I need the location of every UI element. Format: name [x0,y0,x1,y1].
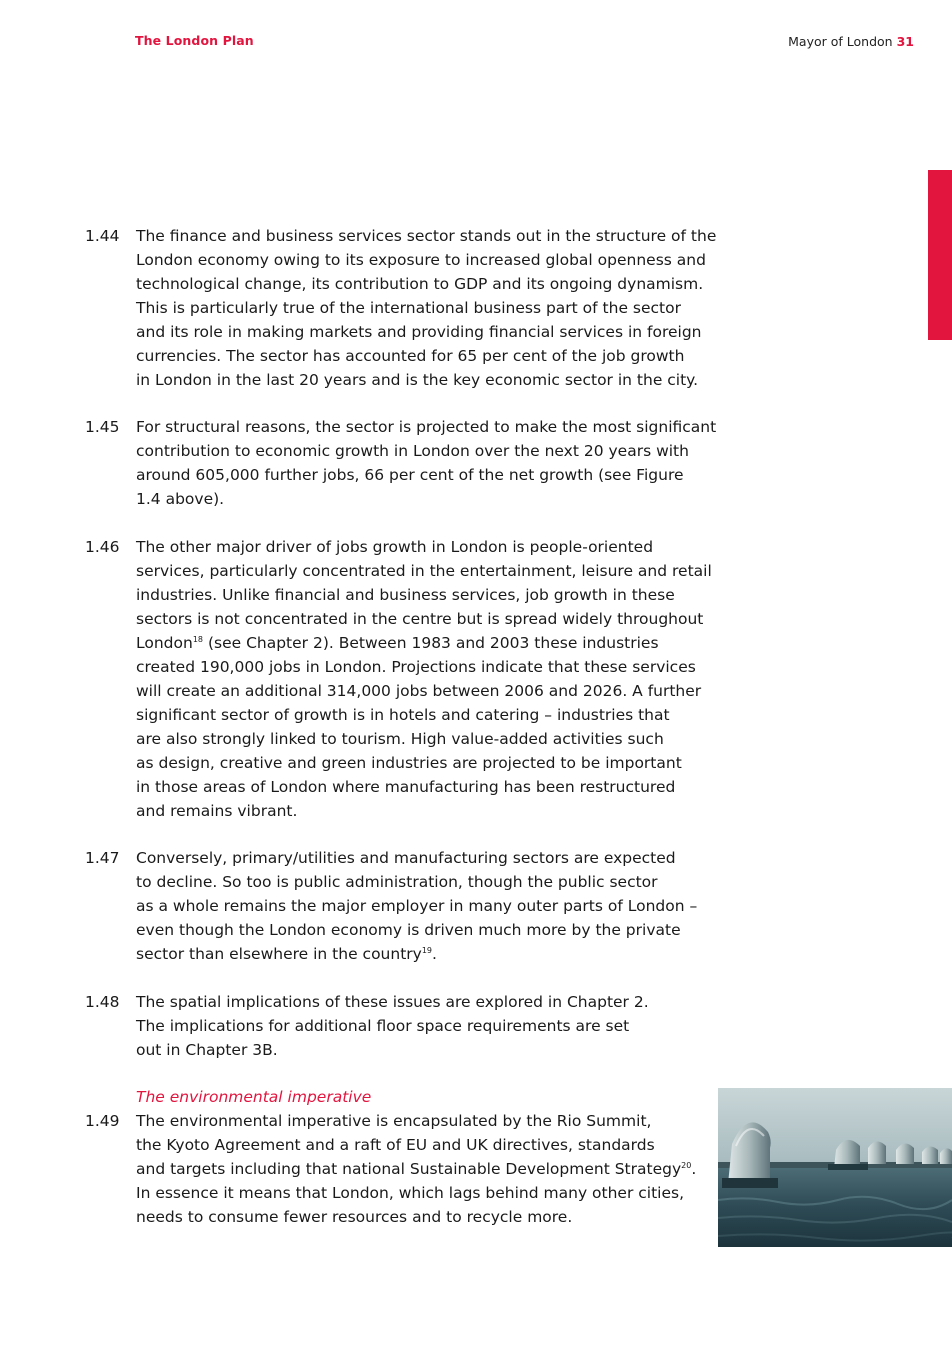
text-line [136,631,725,655]
text-segment: sector than elsewhere in the country [136,945,422,963]
text-segment: . [432,945,437,963]
section-subheading: The environmental imperative [136,1088,372,1106]
text-line: For structural reasons, the sector is projected to make the most significant [136,418,717,436]
text-line: The spatial implications of these issues are explored in Chapter 2. [136,993,649,1011]
text-line: and its role in making markets and providing financial services in foreign [136,323,702,341]
paragraph-body [136,535,725,823]
text-line: as design, creative and green industries are projected to be important [136,754,682,772]
text-line: are also strongly linked to tourism. High value-added activities such [136,730,664,748]
text-line: In essence it means that London, which lags behind many other cities, [136,1184,685,1202]
page-header-right [788,34,914,49]
text-line: The implications for additional floor space requirements are set [136,1017,630,1035]
text-segment: . [691,1160,697,1178]
text-line: technological change, its contribution to GDP and its ongoing dynamism. [136,275,704,293]
text-line: London economy owing to its exposure to increased global openness and [136,251,706,269]
paragraph-body [136,415,725,511]
text-line: The other major driver of jobs growth in London is people-oriented [136,538,654,556]
footnote-ref: 18 [192,634,204,644]
paragraph-body [136,990,725,1062]
page-number: 31 [896,34,914,49]
text-line: will create an additional 314,000 jobs between 2006 and 2026. A further [136,682,702,700]
paragraph-body [136,846,725,966]
text-line: significant sector of growth is in hotels and catering – industries that [136,706,670,724]
text-segment: (see Chapter 2). Between 1983 and 2003 these industries [203,634,659,652]
paragraph-number: 1.44 [85,227,120,245]
paragraph-number: 1.47 [85,849,120,867]
paragraph-number: 1.49 [85,1112,120,1130]
paragraph-number: 1.45 [85,418,120,436]
text-line: needs to consume fewer resources and to recycle more. [136,1208,573,1226]
text-line: The environmental imperative is encapsulated by the Rio Summit, [136,1112,652,1130]
paragraph-1-47 [85,846,725,966]
paragraph-body [136,1109,725,1229]
text-line: as a whole remains the major employer in many outer parts of London – [136,897,698,915]
text-line: The finance and business services sector stands out in the structure of the [136,227,717,245]
text-line: to decline. So too is public administration, though the public sector [136,873,658,891]
text-line: currencies. The sector has accounted for 65 per cent of the job growth [136,347,685,365]
paragraph-1-45 [85,415,725,511]
text-line: out in Chapter 3B. [136,1041,278,1059]
text-line: the Kyoto Agreement and a raft of EU and UK directives, standards [136,1136,655,1154]
text-line: services, particularly concentrated in the entertainment, leisure and retail [136,562,712,580]
text-line: around 605,000 further jobs, 66 per cent of the net growth (see Figure [136,466,684,484]
text-segment: London [136,634,193,652]
footnote-ref: 19 [421,945,433,955]
paragraph-number: 1.46 [85,538,120,556]
text-line: 1.4 above). [136,490,225,508]
publisher-name: Mayor of London [788,34,893,49]
paragraph-1-44 [85,224,725,392]
section-tab-marker [928,170,952,340]
text-line: in those areas of London where manufacturing has been restructured [136,778,676,796]
document-title: The London Plan [135,33,254,48]
text-line: This is particularly true of the international business part of the sector [136,299,681,317]
thames-barrier-image [718,1088,952,1247]
text-line: even though the London economy is driven much more by the private [136,921,681,939]
text-line: created 190,000 jobs in London. Projections indicate that these services [136,658,696,676]
text-line [136,942,725,966]
text-line: and remains vibrant. [136,802,298,820]
text-line: sectors is not concentrated in the centre but is spread widely throughout [136,610,704,628]
thames-barrier-photo [718,1088,952,1247]
paragraph-body [136,224,725,392]
text-line: Conversely, primary/utilities and manufacturing sectors are expected [136,849,676,867]
paragraph-1-46 [85,535,725,823]
text-segment: and targets including that national Sustainable Development Strategy [136,1160,682,1178]
paragraph-1-49 [85,1109,725,1229]
text-line: industries. Unlike financial and business services, job growth in these [136,586,675,604]
paragraph-number: 1.48 [85,993,120,1011]
footnote-ref: 20 [681,1160,692,1170]
text-line [136,1157,725,1181]
text-line: contribution to economic growth in London over the next 20 years with [136,442,689,460]
paragraph-1-48 [85,990,725,1062]
text-line: in London in the last 20 years and is the key economic sector in the city. [136,371,699,389]
